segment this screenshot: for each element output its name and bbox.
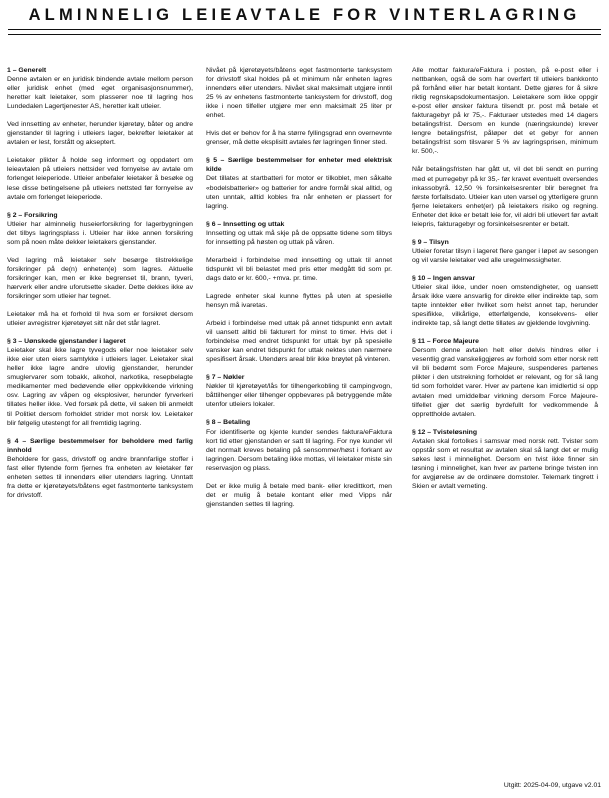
title-rule-top xyxy=(8,29,601,30)
section-heading: 1 – Generelt xyxy=(7,67,47,74)
column-right xyxy=(412,66,598,491)
paragraph: Nivået på kjøretøyets/båtens eget fastmonterte tanksystem for drivstoff skal holdes på et minimum når enheten lagres innendørs eller utendørs. Nivået skal maksimalt utgjøre inntil 25 % av enhetens fastmonterte tanksystem for drivstoff, dog ikke i noen tilfeller utgjøre mer enn maksimalt 25 liter pr enhet. xyxy=(206,67,392,120)
paragraph: Dersom denne avtalen helt eller delvis hindres eller i vesentlig grad vanskeliggjøres av forhold som etter norsk rett vil bli bedømt som Force Majeure, suspenderes partenes plikter i den utstrekning forholdet er relevant, og for så lang tid som forholdet varer. Hver av partene kan imidlertid si opp avtalen med umiddelbar virkning dersom Force Majeure-tilfellet gjør det særlig byrdefullt for vedkommende å opprettholde avtalen. xyxy=(412,347,598,418)
section-heading: § 6 – Innsetting og uttak xyxy=(206,220,285,228)
section-heading: § 9 – Tilsyn xyxy=(412,238,449,246)
paragraph: For identifiserte og kjente kunder sendes faktura/eFaktura kort tid etter gjenstanden er satt til lagring. For nye kunder vil det normalt kreves betaling på sensommer/høst i forkant av lagringen. Dersom betaling ikke mottas, vil leietaker miste sin reservasjon og plass. xyxy=(206,428,392,472)
paragraph: Leietaker plikter å holde seg informert og oppdatert om leieavtalen på utleiers nettsider ved fornyelse av avtale om forlenget leieperiode. Utleier anbefaler leietaker å besøke og lese disse betingelsene på utleiers nettsted før fornyelse av avtale om forlenget leieperiode. xyxy=(7,157,193,201)
paragraph: Leietaker må ha et forhold til hva som er forsikret dersom utleier avregistrer kjøretøyet sitt når det står lagret. xyxy=(7,311,193,328)
paragraph: Lagrede enheter skal kunne flyttes på uten at spesielle hensyn må ivaretas. xyxy=(206,292,392,309)
document-title: ALMINNELIG LEIEAVTALE FOR VINTERLAGRING xyxy=(28,6,581,24)
paragraph: Merarbeid i forbindelse med innsetting og uttak til annet tidspunkt vil bli belastet med pris etter medgått tid som pr. dags dato er kr. 600,- +mva. pr. time. xyxy=(206,256,392,282)
paragraph: Når betalingsfristen har gått ut, vil det bli sendt en purring med et purregebyr på kr 35,- før kravet eventuelt oversendes inkassobyrå. 12,50 % forsinkelsesrenter blir beregnet fra første forfallsdato. Utleier kan uten varsel og ytterligere grunn fjerne leietakers enhet(er) på leietakers risiko og regning. Enheter det ikke er betalt leie for, vil aldri bli utlevert før avtalt leiepris, fakturagebyr og forsinkelsesrenter er betalt. xyxy=(412,166,598,228)
section-heading: § 8 – Betaling xyxy=(206,419,251,427)
paragraph: Utleier foretar tilsyn i lageret flere ganger i løpet av sesongen og vil varsle leietaker ved alle uregelmessigheter. xyxy=(412,247,598,264)
section-heading: § 5 – Særlige bestemmelser for enheter med elektrisk kilde xyxy=(206,157,392,174)
paragraph: Innsetting og uttak må skje på de oppsatte tidene som tilbys for innsetting på høsten og uttak på våren. xyxy=(206,229,392,246)
paragraph: Hvis det er behov for å ha større fyllingsgrad enn overnevnte grenser, må dette eksplisitt avtales før lagringen finner sted. xyxy=(206,130,392,147)
paragraph: Beholdere for gass, drivstoff og andre brannfarlige stoffer i fast eller flytende form fjernes fra enheten av leietaker før enheten settes til innendørs eller utendørs lagring. Unntatt fra dette er kjøretøyets/båtens eget fastmonterte tanksystem for drivstoff. xyxy=(7,455,193,499)
section-heading: § 12 – Tvisteløsning xyxy=(412,428,478,436)
paragraph: Utleier har alminnelig huseierforsikring for lagerbygningen det tilbys lagringsplass i. Utleier har ikke annen forsikring som på noen måte dekker leietakers gjenstander. xyxy=(7,220,193,246)
paragraph: Denne avtalen er en juridisk bindende avtale mellom person eller juridisk enhet (med eget organisasjonsnummer), heretter kalt leietaker, som plasserer noe til lagring hos Lundedalen Lagertjenester AS, heretter kalt utleier. xyxy=(7,76,193,111)
column-middle xyxy=(206,66,392,509)
paragraph: Avtalen skal fortolkes i samsvar med norsk rett. Tvister som oppstår som et resultat av avtalen skal så langt det er mulig søkes løst i minnelighet. Dersom en tvist ikke finner sin løsning i minnelighet, kan hver av partene bringe tvisten inn for avgjørelse av de ordinære domstoler. Telemark tingrett i Skien er avtalt verneting. xyxy=(412,437,598,490)
footer-edition: Utgitt: 2025-04-09, utgave v2.01 xyxy=(503,782,601,789)
paragraph: Ved innsetting av enheter, herunder kjøretøy, båter og andre gjenstander til lagring i utleiers lager, bekrefter leietaker at avtalen er lest, forstått og akseptert. xyxy=(7,121,193,147)
paragraph: Nøkler til kjøretøyet/lås for tilhengerkobling til campingvogn, båttilhenger eller tilhenger oppbevares på betryggende måte utenfor utleiers lokaler. xyxy=(206,383,392,409)
paragraph: Det er ikke mulig å betale med bank- eller kredittkort, men det er mulig å betale kontant eller med Vipps når gjenstanden settes til lagring. xyxy=(206,482,392,508)
title-rule-bottom xyxy=(8,34,601,35)
section-heading: § 2 – Forsikring xyxy=(7,211,58,219)
paragraph: Det tillates at startbatteri for motor er tilkoblet, men såkalte «bodelsbatterier» og batterier for andre formål skal alltid, og uten unntak, alltid kobles fra når enheten er plassert for lagring. xyxy=(206,175,392,210)
paragraph: Ved lagring må leietaker selv besørge tilstrekkelige forsikringer på de(n) enheten(e) som lagres. Aktuelle forsikringer kan, men er ikke begrenset til, brann, tyveri, hærverk eller andre uforutsette skader. Dette dekkes ikke av forsikringer som utleier har tegnet. xyxy=(7,256,193,300)
section-heading: § 11 – Force Majeure xyxy=(412,338,479,346)
paragraph: Leietaker skal ikke lagre tyvegods eller noe leietaker selv ikke eier uten eiers samtykke i utleiers lager. Leietaker skal heller ikke lagre andre ulovlig gjenstander, herunder smuglervarer som tobakk, alkohol, narkotika, resepbelagte medikamenter med bedøvende eller oppkvikkende virkning osv. Lagring av våpen og eksplosiver, herunder fyrverkeri tillates heller ikke. Ved forsøk på dette, vil saken bli anmeldt til Politiet dersom forholdet strider mot norsk lov. Leietaker blir følgelig utestengt for all fremtidig lagring. xyxy=(7,347,193,427)
paragraph: Alle mottar faktura/eFaktura i posten, på e-post eller i nettbanken, også de som har overført til utleiers bankkonto på forhånd eller har betalt kontant. Dette gjøres for å sikre riktig regnskapsdokumentasjon. Leietakere som ikke oppgir e-post eller ønsker faktura tilsendt pr. post må betale et fakturagebyr på kr 75,-. Fakturaer utstedes med 14 dagers betalingsfrist. Dersom en kunde (næringskunde) krever lengre betalingsfrist, påløper det et gebyr for annen betalingsfrist som tilsvarer 5 % av lagringsprisen, minimum kr. 500,-. xyxy=(412,67,598,156)
paragraph: Utleier skal ikke, under noen omstendigheter, og uansett årsak ikke være ansvarlig for direkte eller indirekte tap, som tapte inntekter eller hvilket som helst annet tap, herunder spesifikke, vilkårlige, etterfølgende, konsekvens- eller indirekte tap, så langt dette tillates av gjeldende lovgivning. xyxy=(412,283,598,328)
section-heading: § 3 – Uønskede gjenstander i lageret xyxy=(7,338,126,346)
section-heading: § 4 – Særlige bestemmelser for beholdere med farlig innhold xyxy=(7,437,193,454)
column-left xyxy=(7,66,193,500)
section-heading: § 10 – Ingen ansvar xyxy=(412,274,476,282)
section-heading: § 7 – Nøkler xyxy=(206,374,245,382)
paragraph: Arbeid i forbindelse med uttak på annet tidspunkt enn avtalt vil uansett alltid bli fakturert for minst to timer. Hvis det i forbindelse med endret tidspunkt for uttak byr på spesielle vansker kan endret tidspunkt for uttak nektes uten nærmere spesifisert årsak. Utendørs areal blir ikke brøytet på vinteren. xyxy=(206,320,392,364)
